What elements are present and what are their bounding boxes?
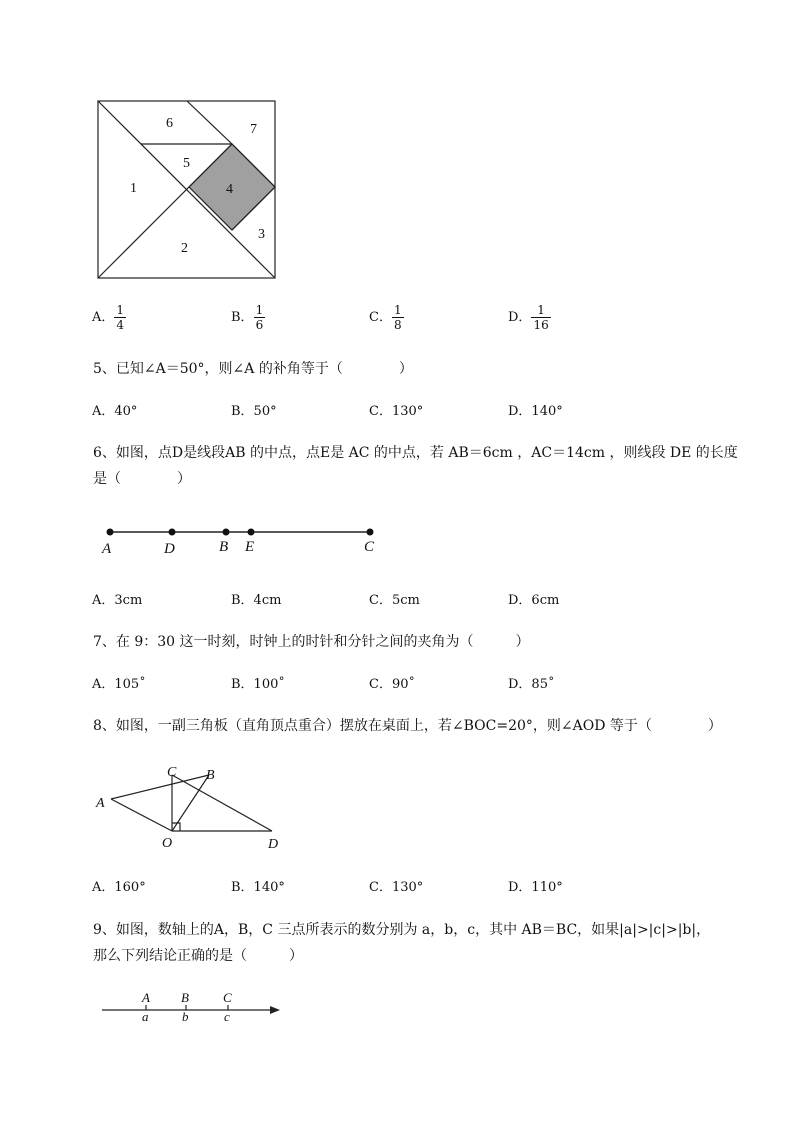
point-e xyxy=(248,529,255,536)
label-upper-c: C xyxy=(223,990,232,1005)
point-a xyxy=(107,529,114,536)
tangram-figure xyxy=(92,95,282,285)
label-c: C xyxy=(167,765,177,780)
q9-number-line xyxy=(98,988,288,1028)
q5-stem: 5、已知∠A＝50°，则∠A 的补角等于（ ） xyxy=(93,361,413,377)
piece-label-7: 7 xyxy=(250,122,257,137)
q7-option-b[interactable]: B．100˚ xyxy=(231,677,285,692)
piece-label-2: 2 xyxy=(181,241,188,256)
q8-option-a[interactable]: A．160° xyxy=(92,880,146,895)
label-upper-a: A xyxy=(142,990,150,1005)
label-lower-a: a xyxy=(142,1009,149,1024)
q7-option-c[interactable]: C．90˚ xyxy=(369,677,415,692)
q4-option-c[interactable]: C． $\frac{1}{8}$ xyxy=(369,303,402,332)
q7-stem: 7、在 9：30 这一时刻，时钟上的时针和分针之间的夹角为（ ） xyxy=(93,634,530,650)
q5-option-a[interactable]: A．40° xyxy=(92,404,138,419)
q6-stem-line2: 是（ ） xyxy=(93,471,191,487)
q6-stem-line1: 6、如图，点D是线段AB 的中点，点E是 AC 的中点，若 AB＝6cm ，AC＝14cm ，则线段 DE 的长度 xyxy=(93,445,738,461)
q6-option-c[interactable]: C．5cm xyxy=(369,593,420,608)
q6-option-d[interactable]: D．6cm xyxy=(508,593,560,608)
point-b xyxy=(223,529,230,536)
q8-option-b[interactable]: B．140° xyxy=(231,880,285,895)
q7-option-d[interactable]: D．85˚ xyxy=(508,677,555,692)
label-o: O xyxy=(162,836,173,851)
q8-triangles-figure xyxy=(92,763,292,855)
piece-label-1: 1 xyxy=(130,181,137,196)
q8-option-d[interactable]: D．110° xyxy=(508,880,563,895)
q4-option-a[interactable]: A． $\frac{1}{4}$ xyxy=(92,303,125,332)
q6-option-a[interactable]: A．3cm xyxy=(92,593,143,608)
label-c: C xyxy=(364,539,375,555)
label-a: A xyxy=(102,541,112,557)
label-upper-b: B xyxy=(181,990,189,1005)
point-d xyxy=(169,529,176,536)
label-d: D xyxy=(164,541,175,557)
label-d: D xyxy=(268,837,279,852)
q4-option-b[interactable]: B． $\frac{1}{6}$ xyxy=(231,303,264,332)
q9-stem-line1: 9、如图，数轴上的A，B，C 三点所表示的数分别为 a，b，c，其中 AB＝BC，如果|a|>|c|>|b|， xyxy=(93,922,711,938)
q6-option-b[interactable]: B．4cm xyxy=(231,593,282,608)
label-a: A xyxy=(96,796,105,811)
q8-option-c[interactable]: C．130° xyxy=(369,880,424,895)
q7-option-a[interactable]: A．105˚ xyxy=(92,677,146,692)
piece-label-6: 6 xyxy=(166,116,173,131)
label-lower-b: b xyxy=(182,1009,189,1024)
point-c xyxy=(367,529,374,536)
arrow-icon xyxy=(270,1006,280,1014)
piece-label-3: 3 xyxy=(258,227,265,242)
piece-label-5: 5 xyxy=(183,156,190,171)
label-lower-c: c xyxy=(224,1009,230,1024)
q5-option-c[interactable]: C．130° xyxy=(369,404,424,419)
q5-option-b[interactable]: B．50° xyxy=(231,404,277,419)
piece-label-4: 4 xyxy=(226,182,233,197)
q8-stem: 8、如图，一副三角板（直角顶点重合）摆放在桌面上，若∠BOC=20°，则∠AOD 等于（ ） xyxy=(93,718,722,734)
q5-option-d[interactable]: D．140° xyxy=(508,404,563,419)
label-e: E xyxy=(245,539,255,555)
q6-segment-figure xyxy=(96,520,386,562)
q9-stem-line2: 那么下列结论正确的是（ ） xyxy=(93,948,303,964)
q4-option-d[interactable]: D． $\frac{1}{16}$ xyxy=(508,303,549,332)
label-b: B xyxy=(206,768,215,783)
label-b: B xyxy=(219,539,229,555)
